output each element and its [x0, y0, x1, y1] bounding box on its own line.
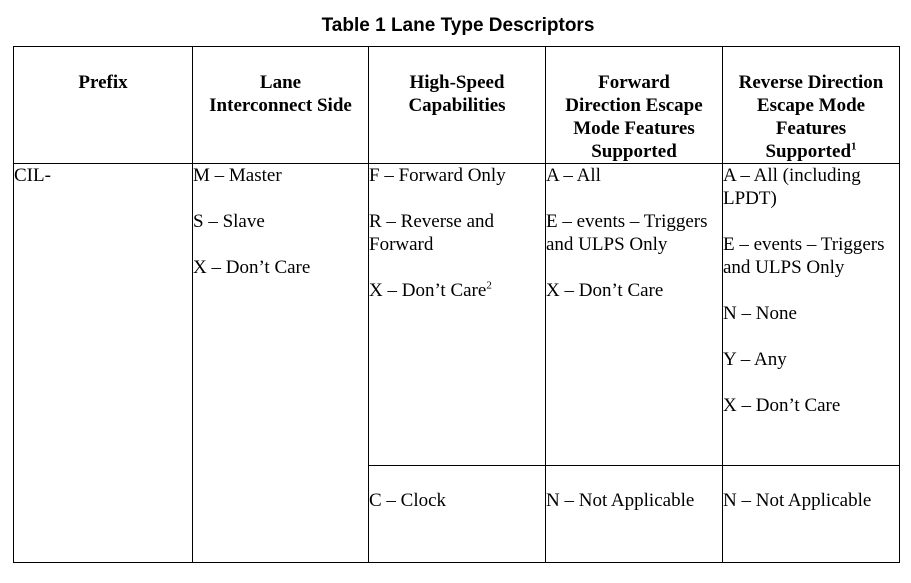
- list-item-text: X – Don’t Care: [369, 280, 487, 301]
- list-item: A – All (including LPDT): [723, 165, 861, 209]
- list-item: [369, 279, 545, 302]
- cell-hs-cap: [369, 164, 546, 466]
- header-prefix: [14, 47, 193, 164]
- cell-prefix: [14, 164, 193, 563]
- cell-reverse-escape: [723, 466, 900, 563]
- list-item: F – Forward Only: [369, 165, 506, 186]
- header-reverse-escape: [723, 47, 900, 164]
- list-item: N – None: [723, 303, 797, 324]
- list-item: X – Don’t Care: [193, 257, 311, 278]
- footnote-marker: 2: [486, 279, 492, 292]
- list-item: M – Master: [193, 165, 282, 186]
- cell-forward-escape: [546, 164, 723, 466]
- list-item: S – Slave: [193, 211, 265, 232]
- header-fwd-line: Supported: [591, 141, 677, 162]
- list-item: E – events – Triggers and ULPS Only: [546, 211, 708, 255]
- cell-hs-cap: [369, 466, 546, 563]
- list-item: X – Don’t Care: [723, 395, 841, 416]
- header-fwd-line: Direction Escape: [565, 95, 703, 116]
- list-item: Y – Any: [723, 349, 787, 370]
- list-item: C – Clock: [369, 490, 447, 511]
- list-item: N – Not Applicable: [546, 490, 695, 511]
- header-prefix-label: Prefix: [78, 72, 128, 93]
- header-hs-cap: [369, 47, 546, 164]
- header-lane-side-line: Lane: [259, 72, 302, 93]
- lane-type-table: [13, 46, 900, 563]
- table-row: [14, 164, 900, 466]
- prefix-value: CIL-: [14, 165, 51, 186]
- footnote-marker: 1: [851, 140, 857, 153]
- header-lane-side-line: Interconnect Side: [209, 95, 352, 116]
- cell-forward-escape: [546, 466, 723, 563]
- list-item: A – All: [546, 165, 601, 186]
- list-item: N – Not Applicable: [723, 490, 872, 511]
- header-lane-side: [193, 47, 369, 164]
- cell-reverse-escape: [723, 164, 900, 466]
- header-rev-line: Supported: [765, 141, 852, 162]
- table-title: Table 1 Lane Type Descriptors: [321, 15, 595, 36]
- header-rev-line: Features: [775, 118, 847, 139]
- header-fwd-line: Forward: [598, 72, 670, 93]
- header-row: [14, 47, 900, 164]
- header-fwd-line: Mode Features: [573, 118, 695, 139]
- header-hs-cap-line: High-Speed: [409, 72, 505, 93]
- header-rev-line: Escape Mode: [756, 95, 866, 116]
- header-forward-escape: [546, 47, 723, 164]
- list-item: X – Don’t Care: [546, 280, 664, 301]
- header-hs-cap-line: Capabilities: [408, 95, 506, 116]
- cell-lane-side: [193, 164, 369, 563]
- list-item: R – Reverse and Forward: [369, 211, 495, 255]
- header-rev-line: Reverse Direction: [738, 72, 884, 93]
- list-item: E – events – Triggers and ULPS Only: [723, 234, 885, 278]
